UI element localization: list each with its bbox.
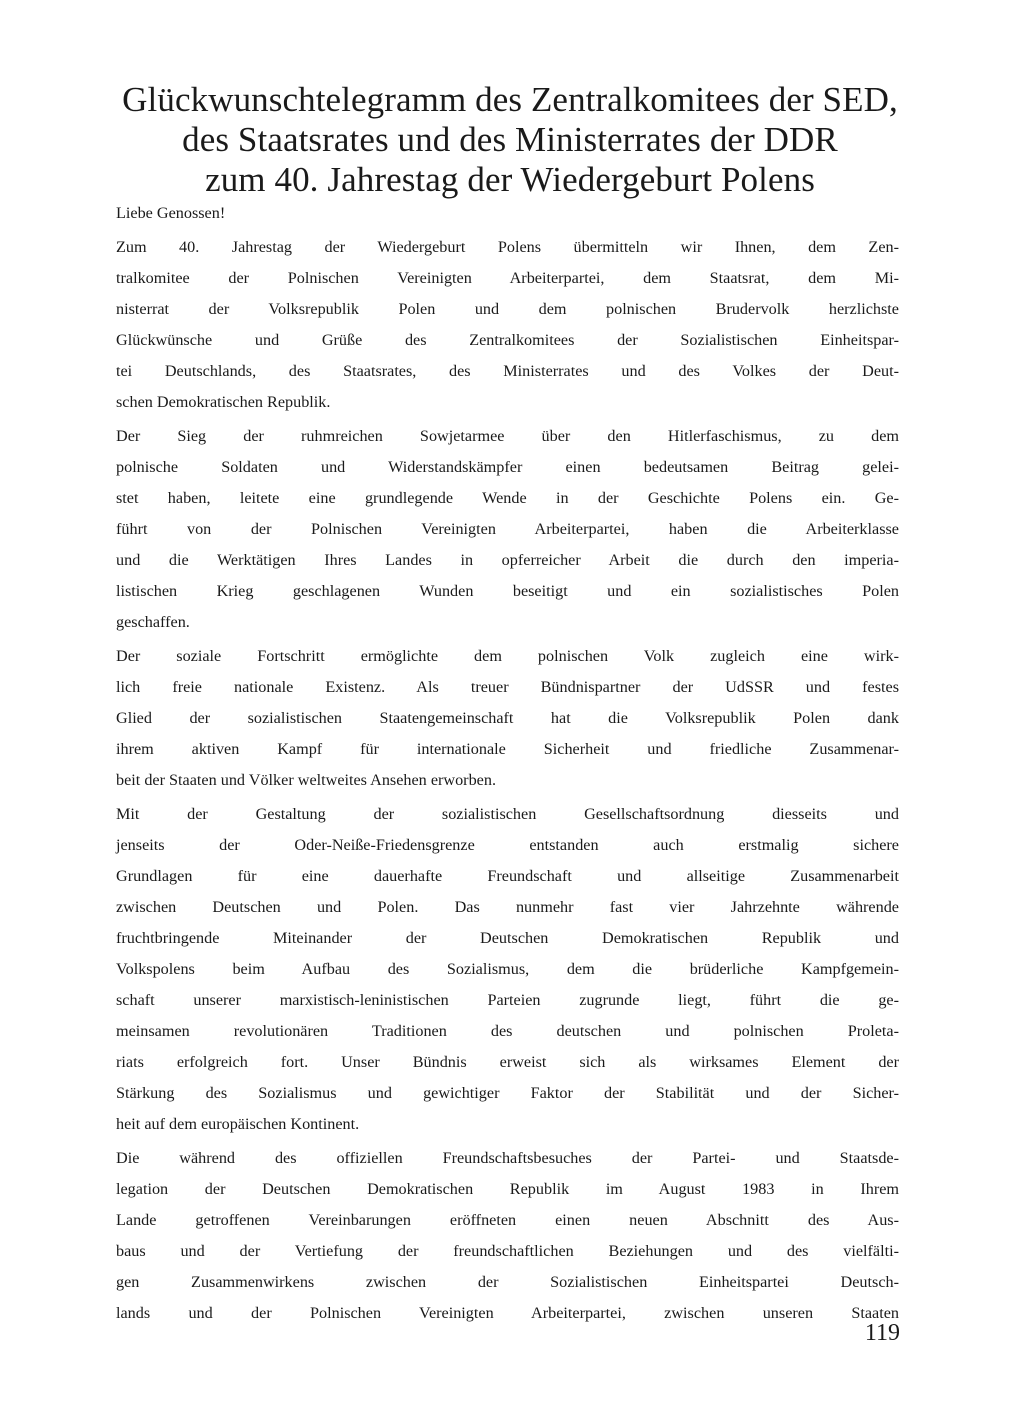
telegram-body — [116, 198, 899, 1332]
paragraph-line: jenseits der Oder-Neiße-Friedensgrenze entstanden auch erstmalig sichere — [116, 836, 899, 854]
paragraph-line: fruchtbringende Miteinander der Deutschen Demokratischen Republik und — [116, 929, 899, 947]
paragraph-line: Lande getroffenen Vereinbarungen eröffneten einen neuen Abschnitt des Aus- — [116, 1211, 899, 1229]
paragraph-line: Volkspolens beim Aufbau des Sozialismus, dem die brüderliche Kampfgemein- — [116, 960, 899, 978]
paragraph-line: Zum 40. Jahrestag der Wiedergeburt Polens übermitteln wir Ihnen, dem Zen- — [116, 238, 899, 256]
paragraph-line: lich freie nationale Existenz. Als treuer Bündnispartner der UdSSR und festes — [116, 678, 899, 696]
paragraph-line: schaft unserer marxistisch-leninistischen Parteien zugrunde liegt, führt die ge- — [116, 991, 899, 1009]
paragraph-line: legation der Deutschen Demokratischen Republik im August 1983 in Ihrem — [116, 1180, 899, 1198]
title-line: zum 40. Jahrestag der Wiedergeburt Polens — [205, 160, 815, 199]
paragraph-line: Grundlagen für eine dauerhafte Freundschaft und allseitige Zusammenarbeit — [116, 867, 899, 885]
page-number: 119 — [864, 1320, 900, 1346]
paragraph-line: führt von der Polnischen Vereinigten Arbeiterpartei, haben die Arbeiterklasse — [116, 520, 899, 538]
salutation — [116, 198, 899, 229]
paragraph-line: zwischen Deutschen und Polen. Das nunmehr fast vier Jahrzehnte währende — [116, 898, 899, 916]
paragraph-line: meinsamen revolutionären Traditionen des deutschen und polnischen Proleta- — [116, 1022, 899, 1040]
paragraph-line: tralkomitee der Polnischen Vereinigten Arbeiterpartei, dem Staatsrat, dem Mi- — [116, 269, 899, 287]
paragraph-line: und die Werktätigen Ihres Landes in opferreicher Arbeit die durch den imperia- — [116, 551, 899, 569]
paragraph-line: beit der Staaten und Völker weltweites Ansehen erworben. — [116, 771, 496, 789]
paragraph-line: Mit der Gestaltung der sozialistischen Gesellschaftsordnung diesseits und — [116, 805, 899, 823]
page-title — [90, 80, 930, 200]
paragraph-line: listischen Krieg geschlagenen Wunden beseitigt und ein sozialistisches Polen — [116, 582, 899, 600]
paragraph-line: Der Sieg der ruhmreichen Sowjetarmee über den Hitlerfaschismus, zu dem — [116, 427, 899, 445]
paragraph-line: Stärkung des Sozialismus und gewichtiger Faktor der Stabilität und der Sicher- — [116, 1084, 899, 1102]
paragraph-line: riats erfolgreich fort. Unser Bündnis erweist sich als wirksames Element der — [116, 1053, 899, 1071]
salutation-line: Liebe Genossen! — [116, 204, 226, 222]
paragraph-line: stet haben, leitete eine grundlegende Wende in der Geschichte Polens ein. Ge- — [116, 489, 899, 507]
paragraph-line: ihrem aktiven Kampf für internationale Sicherheit und friedliche Zusammenar- — [116, 740, 899, 758]
paragraph-line: Die während des offiziellen Freundschaftsbesuches der Partei- und Staatsde- — [116, 1149, 899, 1167]
paragraph-line: Glückwünsche und Grüße des Zentralkomitees der Sozialistischen Einheitspar- — [116, 331, 899, 349]
paragraph-line: heit auf dem europäischen Kontinent. — [116, 1115, 360, 1133]
paragraph — [116, 421, 899, 638]
title-line: Glückwunschtelegramm des Zentralkomitees der SED, — [122, 80, 898, 119]
paragraph-line: baus und der Vertiefung der freundschaftlichen Beziehungen und des vielfälti- — [116, 1242, 899, 1260]
paragraph-line: Der soziale Fortschritt ermöglichte dem polnischen Volk zugleich eine wirk- — [116, 647, 899, 665]
paragraph — [116, 799, 899, 1140]
paragraph-line: polnische Soldaten und Widerstandskämpfer einen bedeutsamen Beitrag gelei- — [116, 458, 899, 476]
paragraph-line: nisterrat der Volksrepublik Polen und dem polnischen Brudervolk herzlichste — [116, 300, 899, 318]
title-line: des Staatsrates und des Ministerrates der DDR — [182, 120, 838, 159]
paragraph-line: lands und der Polnischen Vereinigten Arbeiterpartei, zwischen unseren Staaten — [116, 1304, 899, 1322]
paragraph — [116, 641, 899, 796]
paragraph — [116, 232, 899, 418]
paragraph-line: Glied der sozialistischen Staatengemeinschaft hat die Volksrepublik Polen dank — [116, 709, 899, 727]
paragraph-line: gen Zusammenwirkens zwischen der Sozialistischen Einheitspartei Deutsch- — [116, 1273, 899, 1291]
paragraph-line: schen Demokratischen Republik. — [116, 393, 331, 411]
paragraph-line: tei Deutschlands, des Staatsrates, des Ministerrates und des Volkes der Deut- — [116, 362, 899, 380]
paragraph-line: geschaffen. — [116, 613, 190, 631]
paragraph — [116, 1143, 899, 1329]
paragraph-list — [116, 232, 899, 1329]
